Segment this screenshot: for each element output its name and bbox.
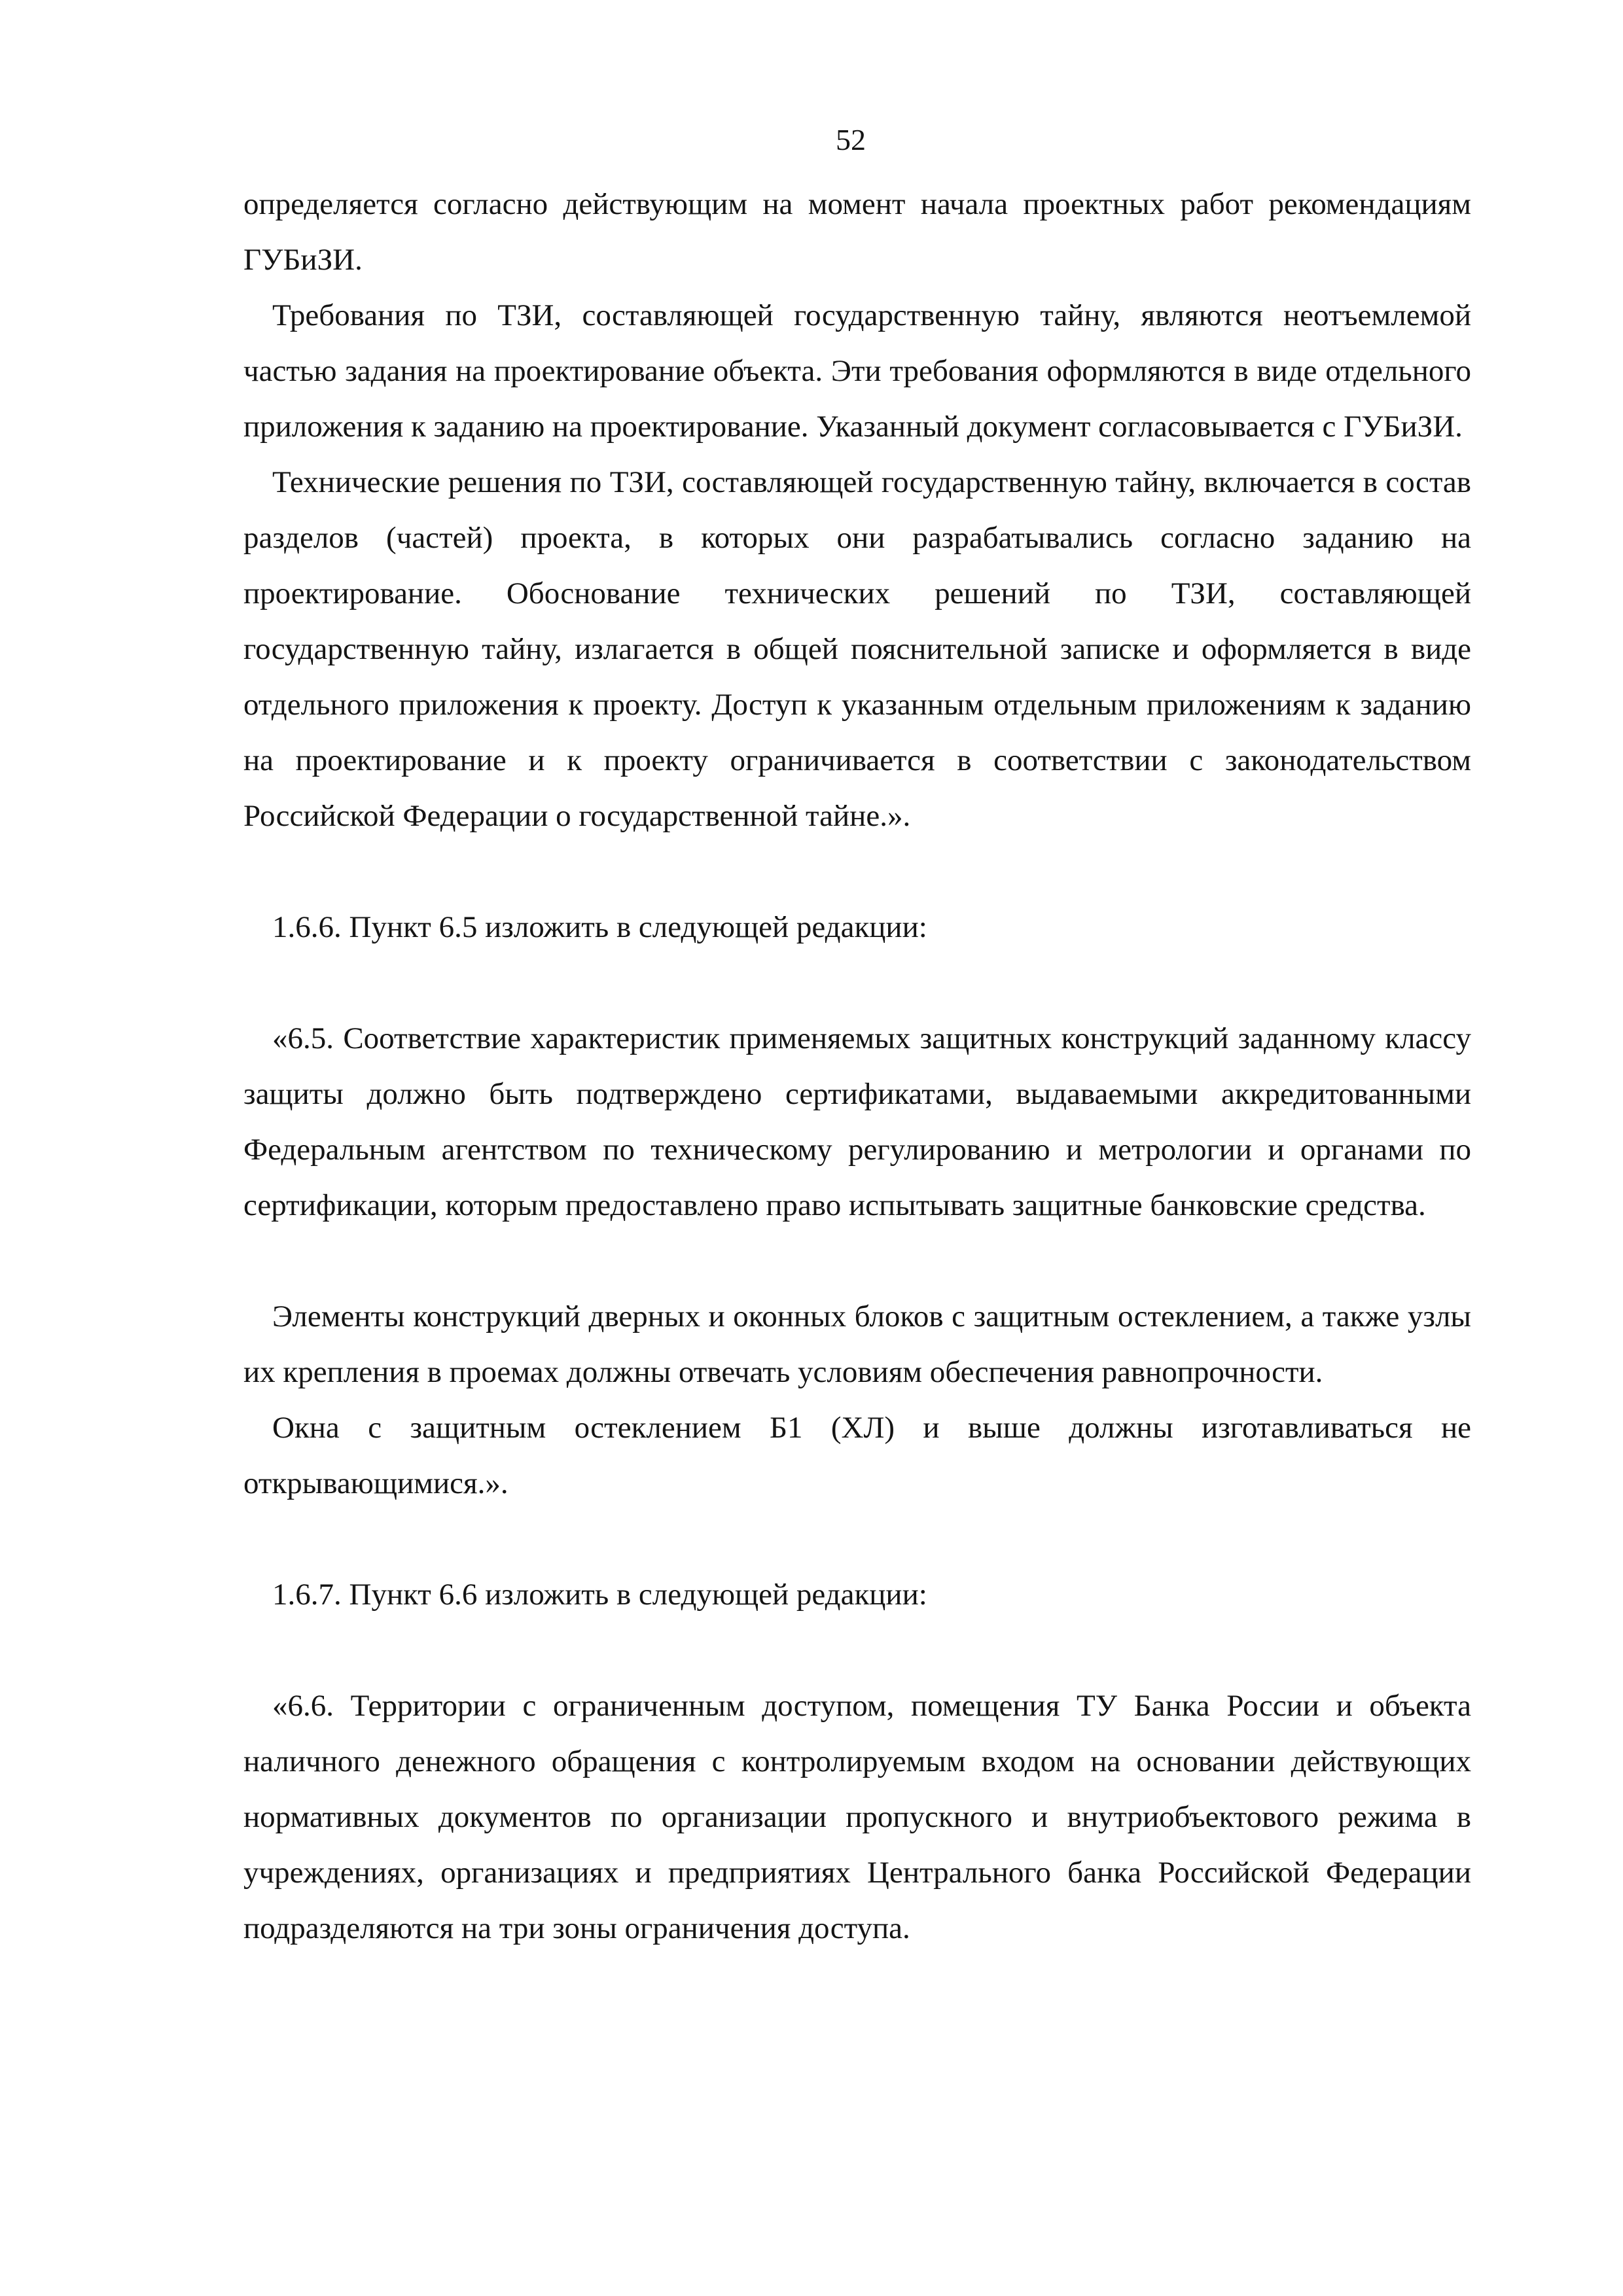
paragraph-6-6: «6.6. Территории с ограниченным доступом, помещения ТУ Банка России и объекта наличного денежного обращения с контролируемым входом на основании действующих нормативных документов по организации пропускного и внутриобъектового режима в учреждениях, организациях и предприятиях Центрального банка Российской Федерации подразделяются на три зоны ограничения доступа. — [243, 1689, 1471, 1945]
item-1-6-7: 1.6.7. Пункт 6.6 изложить в следующей редакции: — [272, 1578, 927, 1612]
paragraph-door-window-elements: Элементы конструкций дверных и оконных блоков с защитным остеклением, а также узлы их крепления в проемах должны отвечать условиям обеспечения равнопрочности. — [243, 1299, 1471, 1389]
paragraph-6-5: «6.5. Соответствие характеристик применяемых защитных конструкций заданному классу защиты должно быть подтверждено сертификатами, выдаваемыми аккредитованными Федеральным агентством по техническому регулированию и метрологии и органами по сертификации, которым предоставлено право испытывать защитные банковские средства. — [243, 1021, 1471, 1222]
paragraph-tzi-requirements: Требования по ТЗИ, составляющей государственную тайну, являются неотъемлемой частью задания на проектирование объекта. Эти требования оформляются в виде отдельного приложения к заданию на проектирование. Указанный документ согласовывается с ГУБиЗИ. — [243, 298, 1471, 444]
paragraph-continuation: определяется согласно действующим на момент начала проектных работ рекомендациям ГУБиЗИ. — [243, 187, 1471, 277]
paragraph-technical-solutions: Технические решения по ТЗИ, составляющей государственную тайну, включается в состав разделов (частей) проекта, в которых они разрабатывались согласно заданию на проектирование. Обоснование технических решений по ТЗИ, составляющей государственную тайну, излагается в общей пояснительной записке и оформляется в виде отдельного приложения к проекту. Доступ к указанным отдельным приложениям к заданию на проектирование и к проекту ограничивается в соответствии с законодательством Российской Федерации о государственной тайне.». — [243, 465, 1471, 833]
paragraph-windows: Окна с защитным остеклением Б1 (ХЛ) и выше должны изготавливаться не открывающимися.». — [243, 1411, 1471, 1500]
page-number: 52 — [836, 123, 866, 156]
document-body — [243, 177, 1471, 1956]
item-1-6-6: 1.6.6. Пункт 6.5 изложить в следующей редакции: — [272, 910, 927, 944]
